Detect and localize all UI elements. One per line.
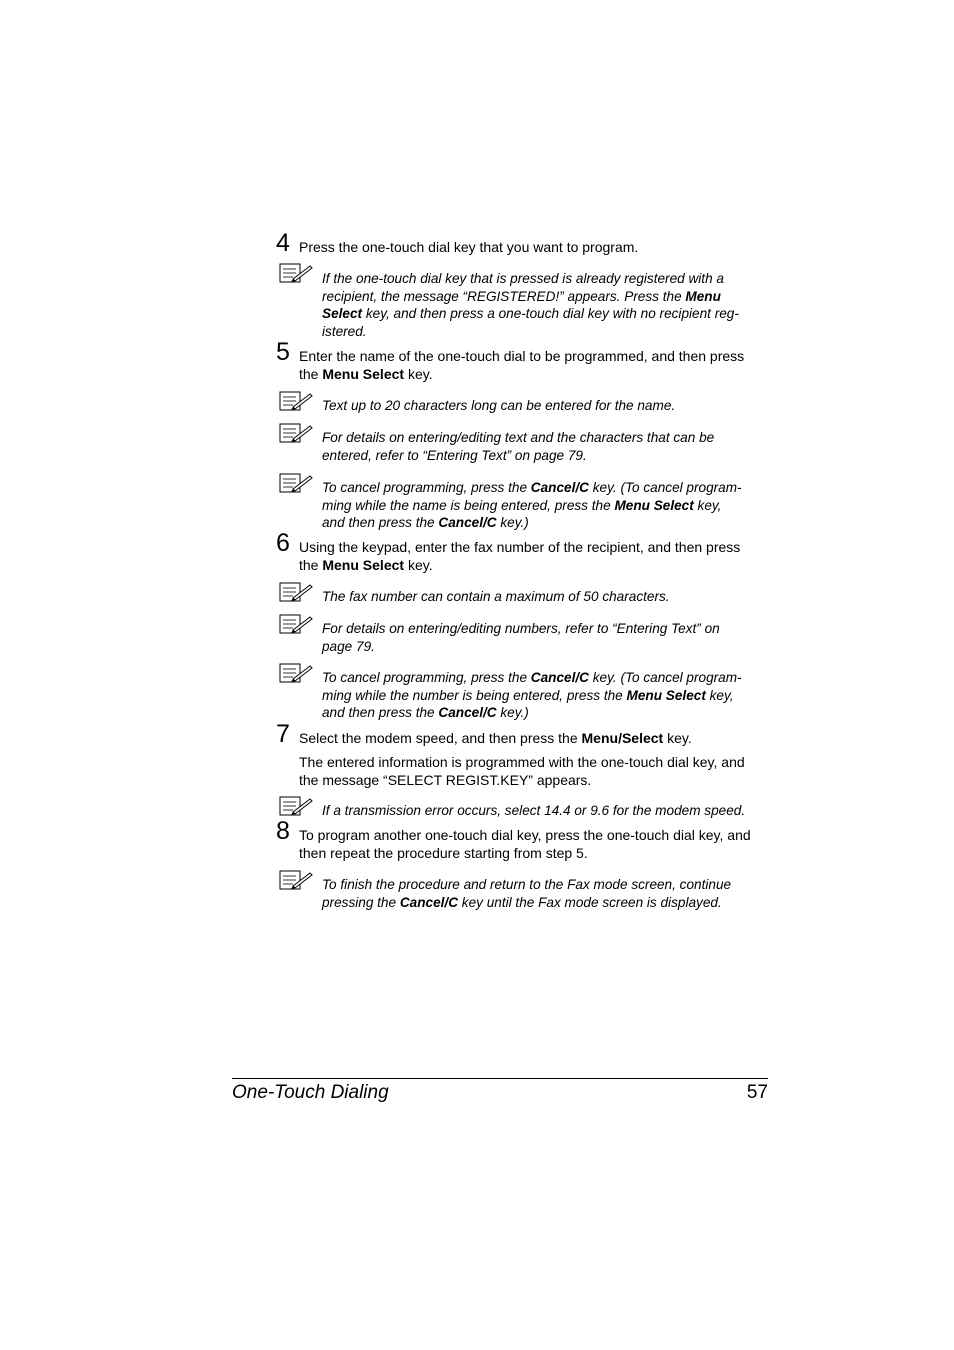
step-line: the xyxy=(299,366,323,382)
page-number: 57 xyxy=(746,1082,768,1103)
note-pencil-icon xyxy=(279,869,313,891)
note-text xyxy=(322,270,772,340)
step-line: key. xyxy=(404,557,433,573)
step-line: key. xyxy=(404,366,433,382)
step-number: 6 xyxy=(276,529,290,557)
note-line: ming while the name is being entered, press the xyxy=(322,497,615,513)
note-line: To cancel programming, press the xyxy=(322,670,531,685)
note-line: istered. xyxy=(322,323,367,339)
note-line: The fax number can contain a maximum of 50 characters. xyxy=(322,589,670,604)
note-pencil-icon xyxy=(279,613,313,635)
note-line: For details on entering/editing numbers, refer to “Entering Text” on xyxy=(322,621,720,636)
note-line: and then press the xyxy=(322,705,439,721)
step-line: Select the modem speed, and then press the xyxy=(299,730,582,746)
note-line: To cancel programming, press the xyxy=(322,480,531,495)
bold-key: Menu/Select xyxy=(581,730,664,746)
note-pencil-icon xyxy=(279,422,313,444)
step-line: the xyxy=(299,557,323,573)
bold-key: Cancel/C xyxy=(438,515,497,531)
note-line: entered, refer to “Entering Text” on page 79. xyxy=(322,447,587,463)
note-line: If the one-touch dial key that is pressed is already registered with a xyxy=(322,271,724,286)
bold-key: Cancel/C xyxy=(399,894,459,910)
note-line: For details on entering/editing text and the characters that can be xyxy=(322,430,715,445)
bold-key: Cancel/C xyxy=(530,670,589,685)
note-line: Text up to 20 characters long can be entered for the name. xyxy=(322,398,676,413)
note-line: page 79. xyxy=(322,638,375,654)
note-text xyxy=(322,397,772,415)
step-line: Enter the name of the one-touch dial to be programmed, and then press xyxy=(299,348,745,364)
step-number: 4 xyxy=(276,229,290,257)
step-line: To program another one-touch dial key, press the one-touch dial key, and xyxy=(299,827,751,843)
note-pencil-icon xyxy=(279,390,313,412)
note-line: key, xyxy=(693,497,722,513)
bold-key: Cancel/C xyxy=(530,480,589,495)
footer-rule xyxy=(232,1078,768,1079)
note-text xyxy=(322,479,772,532)
step-number: 5 xyxy=(276,338,290,366)
note-text xyxy=(322,876,772,911)
note-line: recipient, the message “REGISTERED!” appears. Press the xyxy=(322,288,686,304)
note-line: and then press the xyxy=(322,515,439,531)
note-text xyxy=(322,669,772,722)
note-line: key. (To cancel program- xyxy=(588,670,742,685)
step-line: The entered information is programmed with the one-touch dial key, and xyxy=(299,754,745,770)
step-text xyxy=(299,347,774,383)
note-pencil-icon xyxy=(279,472,313,494)
note-pencil-icon xyxy=(279,262,313,284)
note-line: key, xyxy=(705,687,734,703)
footer-title: One-Touch Dialing xyxy=(232,1082,389,1103)
note-pencil-icon xyxy=(279,795,313,817)
step-line: Press the one-touch dial key that you want to program. xyxy=(299,239,639,255)
note-line: ming while the number is being entered, press the xyxy=(322,687,627,703)
step-line: the message “SELECT REGIST.KEY” appears. xyxy=(299,772,592,788)
step-text xyxy=(299,538,774,574)
note-text xyxy=(322,620,772,655)
bold-key: Menu Select xyxy=(322,366,405,382)
note-line: key.) xyxy=(496,705,529,721)
note-pencil-icon xyxy=(279,581,313,603)
step-number: 7 xyxy=(276,720,290,748)
note-line: pressing the xyxy=(322,894,400,910)
note-line: To finish the procedure and return to the Fax mode screen, continue xyxy=(322,877,732,892)
bold-key: Cancel/C xyxy=(438,705,497,721)
bold-key: Menu Select xyxy=(626,687,706,703)
note-text xyxy=(322,588,772,606)
note-line: If a transmission error occurs, select 14.4 or 9.6 for the modem speed. xyxy=(322,803,746,818)
note-text xyxy=(322,802,772,820)
note-line: key until the Fax mode screen is displayed. xyxy=(458,894,722,910)
note-line: key.) xyxy=(496,515,529,531)
step-line: key. xyxy=(663,730,692,746)
note-text xyxy=(322,429,772,464)
note-pencil-icon xyxy=(279,662,313,684)
step-line: then repeat the procedure starting from step 5. xyxy=(299,845,588,861)
step-text xyxy=(299,238,774,256)
step-text xyxy=(299,729,774,747)
step-number: 8 xyxy=(276,817,290,845)
step-line: Using the keypad, enter the fax number of the recipient, and then press xyxy=(299,539,741,555)
bold-key: Select xyxy=(322,306,363,322)
bold-key: Menu Select xyxy=(614,497,694,513)
note-line: key. (To cancel program- xyxy=(588,480,742,495)
bold-key: Menu Select xyxy=(322,557,405,573)
step-paragraph xyxy=(299,753,774,789)
step-text xyxy=(299,826,774,862)
bold-key: Menu xyxy=(685,288,721,304)
note-line: key, and then press a one-touch dial key with no recipient reg- xyxy=(362,306,739,322)
